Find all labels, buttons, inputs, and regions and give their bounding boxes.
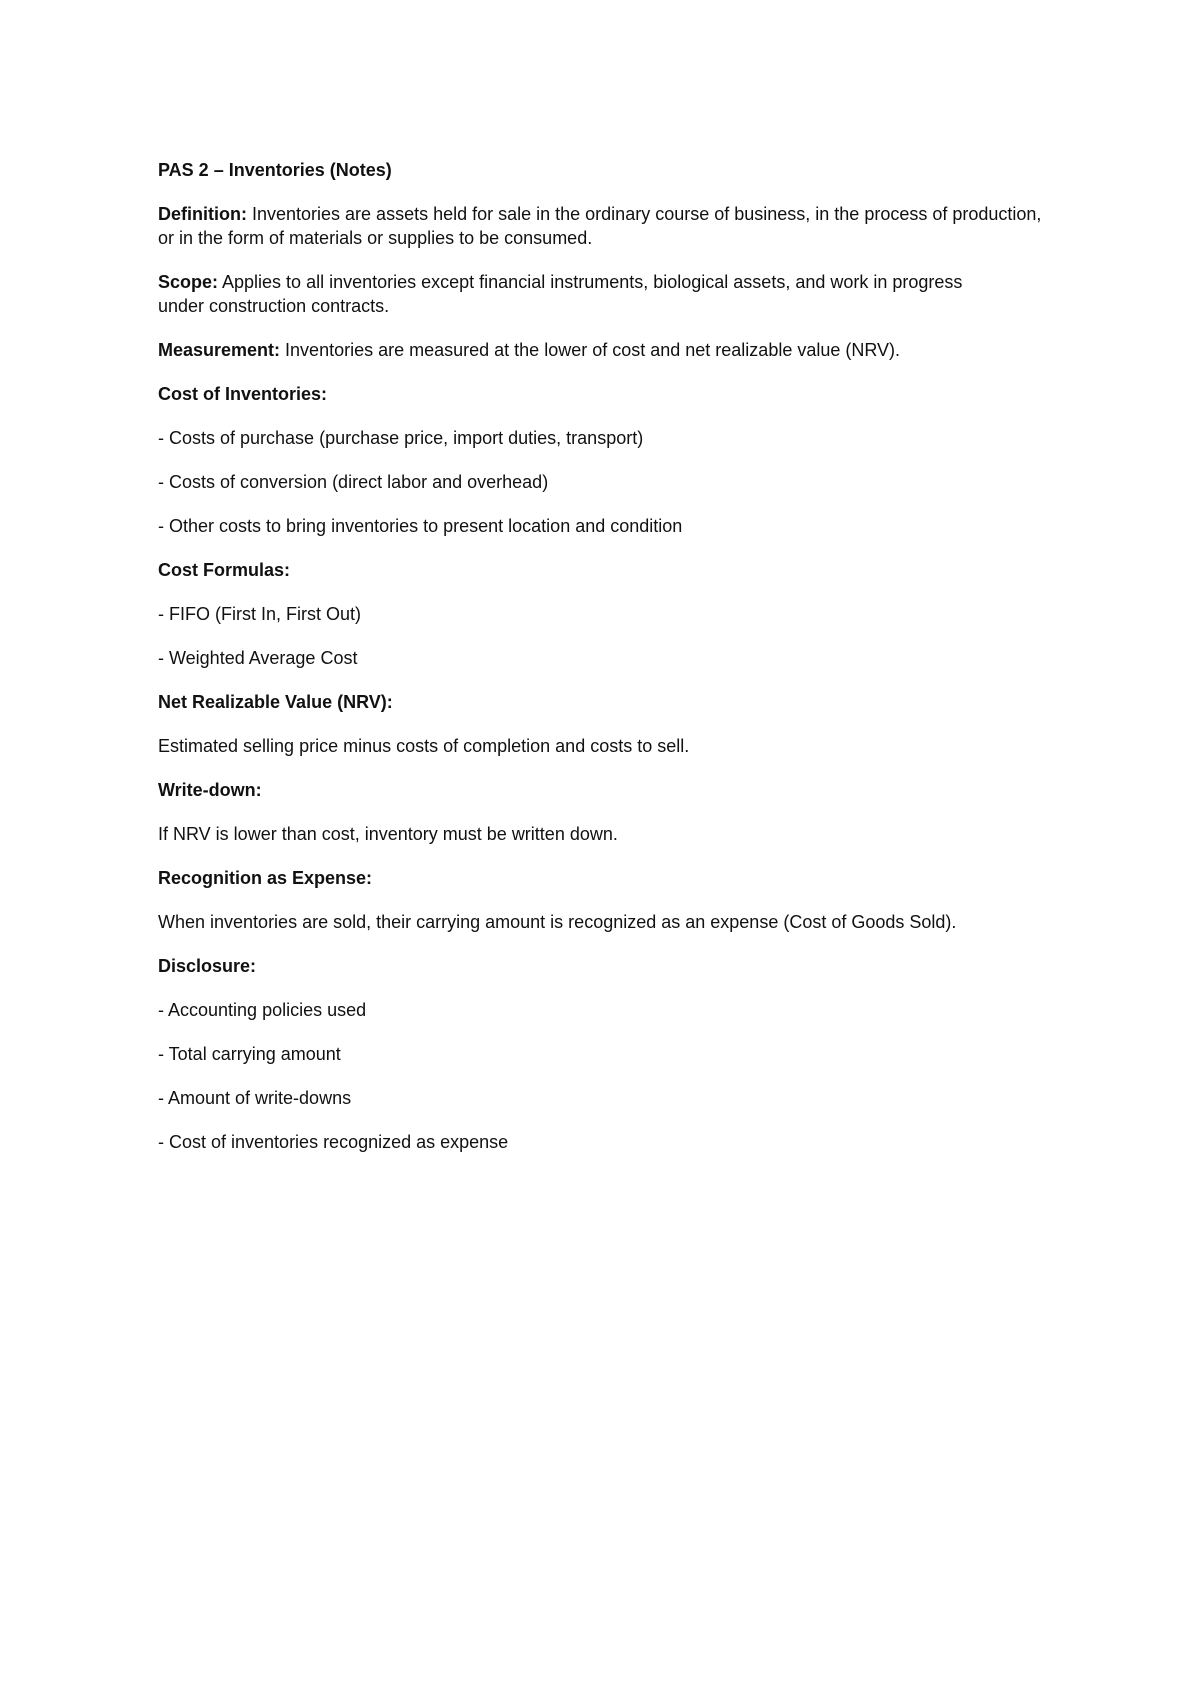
write-down-heading: Write-down: [158, 780, 262, 800]
scope-label: Scope: [158, 272, 219, 292]
scope-text: Applies to all inventories except financial instruments, biological assets, and work in progress under construction contracts. [158, 272, 963, 316]
scope-paragraph [158, 270, 998, 318]
recognition-text: When inventories are sold, their carrying amount is recognized as an expense (Cost of Goods Sold). [158, 912, 957, 932]
document-page [158, 158, 1058, 1174]
write-down-text: If NRV is lower than cost, inventory must be written down. [158, 824, 618, 844]
list-item: - Costs of conversion (direct labor and overhead) [158, 472, 549, 492]
list-item: - Accounting policies used [158, 1000, 367, 1020]
definition-label: Definition: [158, 204, 247, 224]
list-item: - Amount of write-downs [158, 1088, 352, 1108]
nrv-heading: Net Realizable Value (NRV): [158, 692, 393, 712]
list-item: - Cost of inventories recognized as expense [158, 1132, 509, 1152]
measurement-paragraph [158, 338, 1058, 362]
definition-text: Inventories are assets held for sale in the ordinary course of business, in the process of production, or in the form of materials or supplies to be consumed. [158, 204, 1042, 248]
cost-formulas-heading: Cost Formulas: [158, 560, 291, 580]
measurement-text: Inventories are measured at the lower of cost and net realizable value (NRV). [280, 340, 901, 360]
nrv-text: Estimated selling price minus costs of completion and costs to sell. [158, 736, 690, 756]
list-item: - Weighted Average Cost [158, 648, 358, 668]
disclosure-heading: Disclosure: [158, 956, 257, 976]
measurement-label: Measurement: [158, 340, 281, 360]
list-item: - Other costs to bring inventories to present location and condition [158, 516, 683, 536]
list-item: - Costs of purchase (purchase price, import duties, transport) [158, 428, 644, 448]
document-title: PAS 2 – Inventories (Notes) [158, 160, 392, 180]
recognition-heading: Recognition as Expense: [158, 868, 373, 888]
definition-paragraph [158, 202, 1058, 250]
list-item: - Total carrying amount [158, 1044, 341, 1064]
cost-of-inventories-heading: Cost of Inventories: [158, 384, 328, 404]
list-item: - FIFO (First In, First Out) [158, 604, 361, 624]
